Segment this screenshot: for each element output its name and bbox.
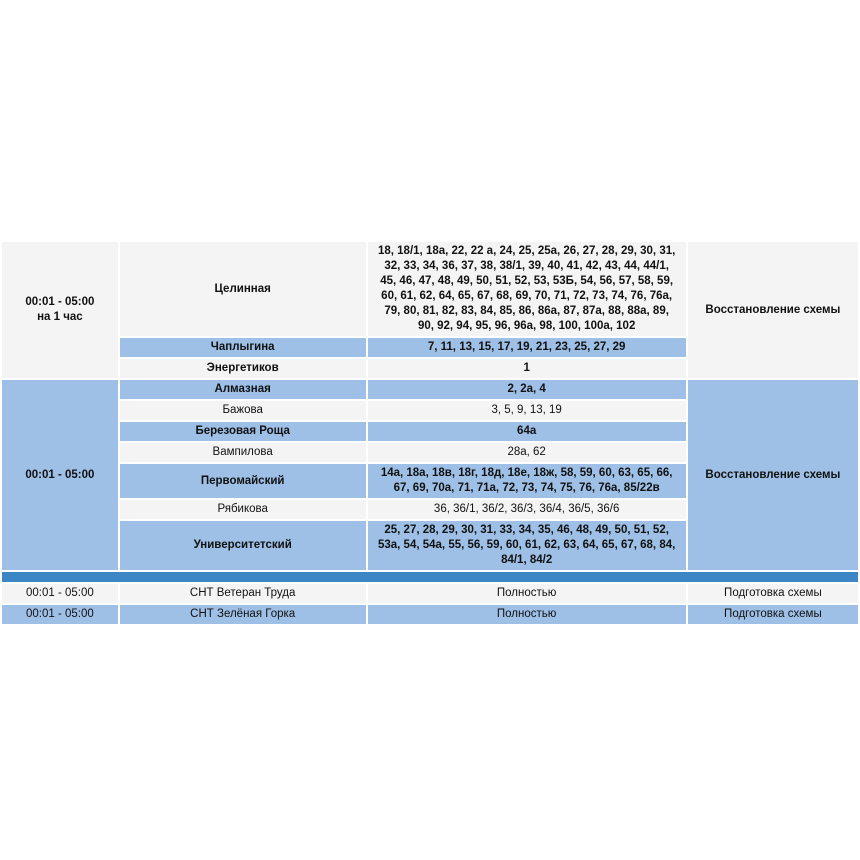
work-type-cell: Подготовка схемы [687, 583, 859, 604]
houses-cell: 7, 11, 13, 15, 17, 19, 21, 23, 25, 27, 29 [367, 337, 687, 358]
work-type-cell: Восстановление схемы [687, 379, 859, 571]
houses-cell: Полностью [367, 604, 687, 624]
street-cell: Березовая Роща [119, 421, 367, 442]
houses-cell: 3, 5, 9, 13, 19 [367, 400, 687, 421]
street-cell: Энергетиков [119, 358, 367, 379]
street-cell: СНТ Ветеран Труда [119, 583, 367, 604]
table-row [1, 604, 859, 624]
time-cell: 00:01 - 05:00 [1, 583, 119, 604]
houses-cell: 14а, 18а, 18в, 18г, 18д, 18е, 18ж, 58, 59, 60, 63, 65, 66, 67, 69, 70а, 71, 71а, 72, 73, 74, 75, 76, 76а, 85/22в [367, 463, 687, 499]
street-cell: Университетский [119, 520, 367, 571]
duration-text: на 1 час [37, 311, 83, 323]
street-cell: Алмазная [119, 379, 367, 400]
houses-cell: 36, 36/1, 36/2, 36/3, 36/4, 36/5, 36/6 [367, 499, 687, 520]
street-cell: Бажова [119, 400, 367, 421]
time-cell: 00:01 - 05:00 [1, 604, 119, 624]
section-divider [1, 571, 859, 583]
houses-cell: 2, 2а, 4 [367, 379, 687, 400]
work-type-cell: Подготовка схемы [687, 604, 859, 624]
houses-cell: 1 [367, 358, 687, 379]
street-cell: Вампилова [119, 442, 367, 463]
houses-cell: 64а [367, 421, 687, 442]
time-text: 00:01 - 05:00 [25, 296, 95, 308]
table-row [1, 583, 859, 604]
time-cell [1, 379, 119, 571]
houses-cell: 18, 18/1, 18а, 22, 22 а, 24, 25, 25а, 26, 27, 28, 29, 30, 31, 32, 33, 34, 36, 37, 38, 38/1, 39, 40, 41, 42, 43, 44, 44/1, 45, 46, 47, 48, 49, 50, 51, 52, 53, 53Б, 54, 56, 57, 58, 59, 60, 61, 62, 64, 65, 67, 68, 69, 70, 71, 72, 73, 74, 76, 76а, 79, 80, 81, 82, 83, 84, 85, 86, 86а, 87, 87а, 88, 88а, 89, 90, 92, 94, 95, 96, 96а, 98, 100, 100а, 102 [367, 241, 687, 337]
houses-cell: Полностью [367, 583, 687, 604]
houses-cell: 25, 27, 28, 29, 30, 31, 33, 34, 35, 46, 48, 49, 50, 51, 52, 53а, 54, 54а, 55, 56, 59, 60, 61, 62, 63, 64, 65, 67, 68, 84, 84/1, 84/2 [367, 520, 687, 571]
table-row [1, 379, 859, 400]
street-cell: СНТ Зелёная Горка [119, 604, 367, 624]
street-cell: Чаплыгина [119, 337, 367, 358]
table-row [1, 241, 859, 337]
work-type-cell: Восстановление схемы [687, 241, 859, 379]
street-cell: Первомайский [119, 463, 367, 499]
street-cell: Рябикова [119, 499, 367, 520]
houses-cell: 28а, 62 [367, 442, 687, 463]
time-cell [1, 241, 119, 379]
time-text: 00:01 - 05:00 [25, 468, 95, 481]
street-cell: Целинная [119, 241, 367, 337]
outage-schedule-table [0, 240, 860, 624]
